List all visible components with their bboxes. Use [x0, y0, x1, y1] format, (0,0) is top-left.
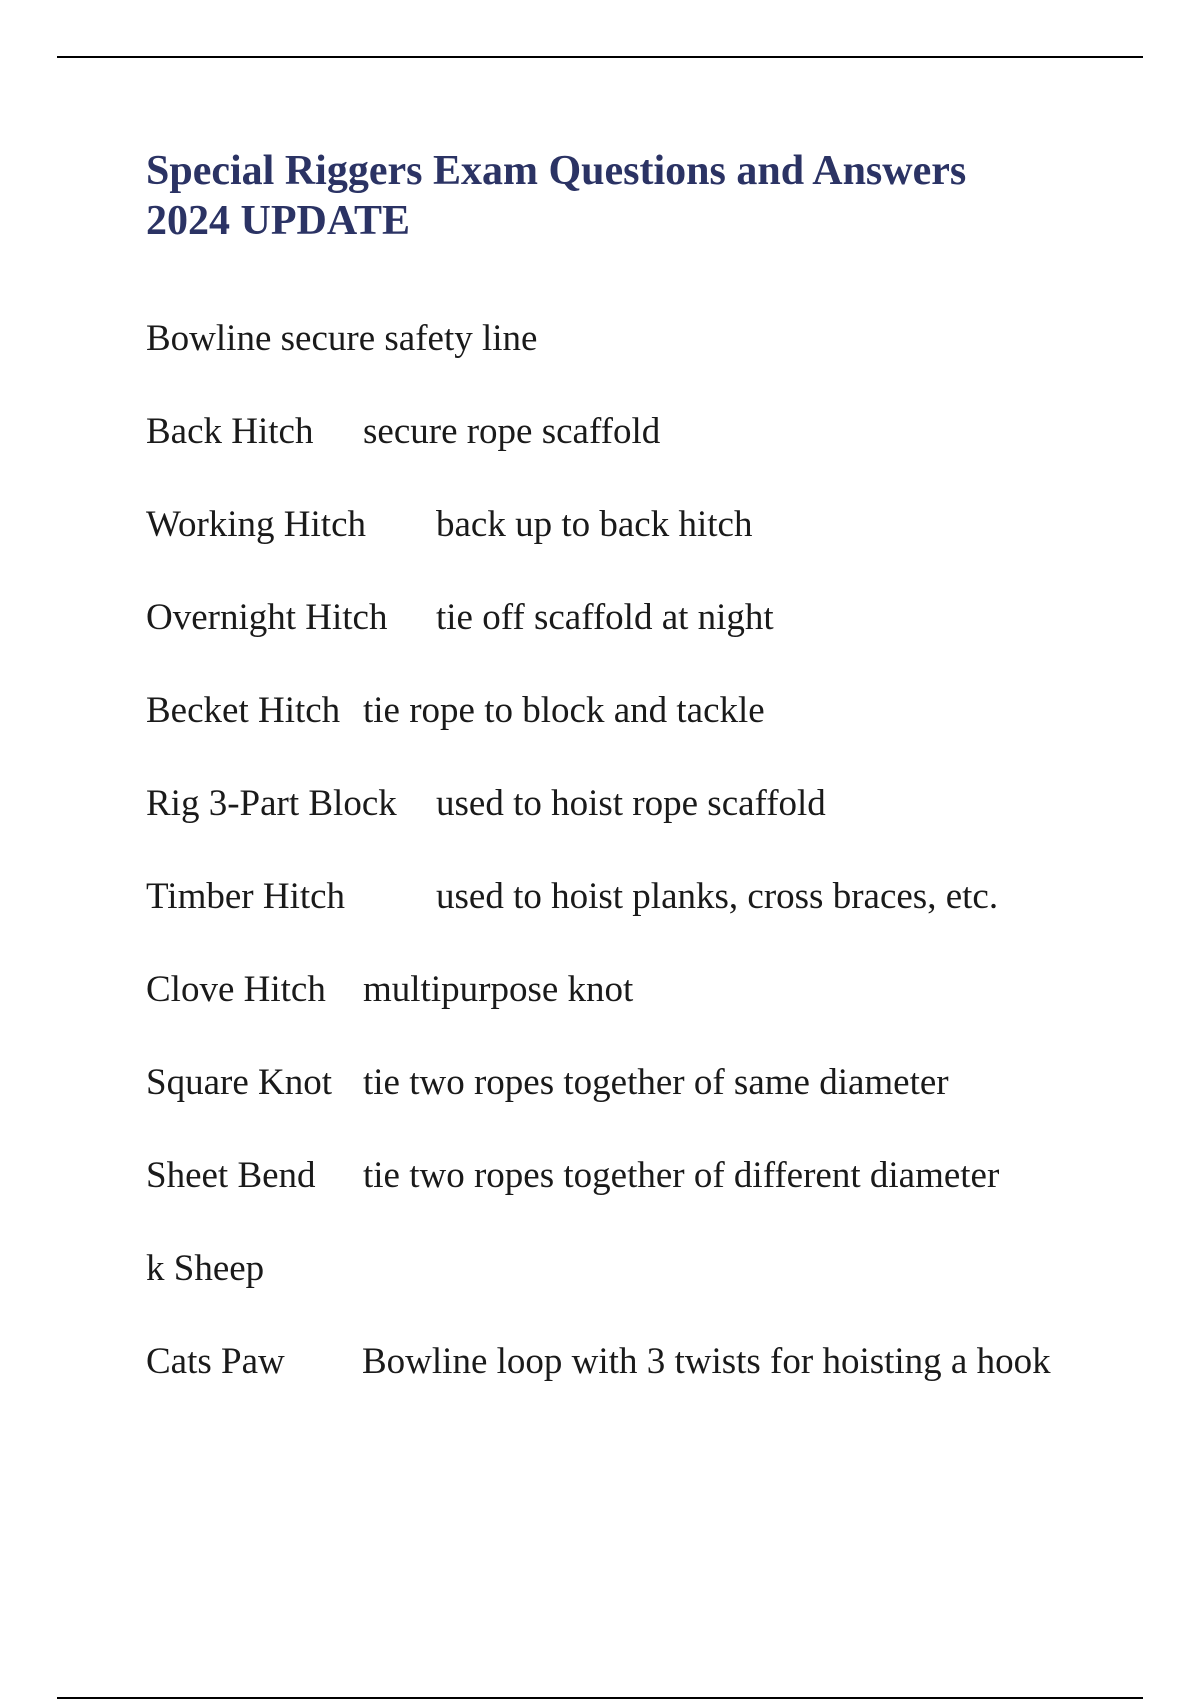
qa-term: Square Knot — [146, 1062, 332, 1103]
qa-list — [146, 316, 1106, 1385]
qa-definition: Bowline loop with 3 twists for hoisting a hook — [362, 1341, 1051, 1382]
qa-definition: tie two ropes together of different diameter — [363, 1155, 1000, 1196]
qa-definition: used to hoist rope scaffold — [436, 783, 826, 824]
qa-term: Becket Hitch — [146, 690, 341, 731]
bottom-rule — [57, 1697, 1143, 1699]
qa-item-timber-hitch — [146, 874, 1106, 967]
qa-term: Back Hitch — [146, 411, 314, 452]
qa-item-k-sheep — [146, 1246, 1106, 1339]
qa-term: Timber Hitch — [146, 876, 346, 917]
qa-definition: tie rope to block and tackle — [363, 690, 765, 731]
qa-item-bowline — [146, 316, 1106, 409]
qa-definition: tie two ropes together of same diameter — [363, 1062, 949, 1103]
top-rule — [57, 56, 1143, 58]
page-title-line-2: 2024 UPDATE — [146, 198, 411, 244]
qa-definition: secure safety line — [280, 318, 538, 359]
qa-term: Working Hitch — [146, 504, 367, 545]
qa-definition: multipurpose knot — [363, 969, 634, 1010]
qa-item-overnight-hitch — [146, 595, 1106, 688]
qa-term: Overnight Hitch — [146, 597, 388, 638]
qa-item-back-hitch — [146, 409, 1106, 502]
qa-item-sheet-bend — [146, 1153, 1106, 1246]
qa-item-square-knot — [146, 1060, 1106, 1153]
qa-item-working-hitch — [146, 502, 1106, 595]
qa-term: Clove Hitch — [146, 969, 326, 1010]
qa-item-rig-3-part-block — [146, 781, 1106, 874]
qa-definition: back up to back hitch — [436, 504, 753, 545]
qa-definition: tie off scaffold at night — [436, 597, 774, 638]
qa-term: Bowline — [146, 318, 272, 359]
qa-definition: secure rope scaffold — [363, 411, 661, 452]
qa-term: Cats Paw — [146, 1341, 285, 1382]
page-title — [146, 146, 1106, 246]
qa-item-becket-hitch — [146, 688, 1106, 781]
qa-term: Rig 3-Part Block — [146, 783, 397, 824]
qa-definition: used to hoist planks, cross braces, etc. — [436, 876, 999, 917]
qa-term: Sheet Bend — [146, 1155, 316, 1196]
qa-item-clove-hitch — [146, 967, 1106, 1060]
qa-item-cats-paw — [146, 1339, 1106, 1385]
qa-term: k Sheep — [146, 1248, 265, 1289]
page-title-line-1: Special Riggers Exam Questions and Answers — [146, 148, 967, 194]
